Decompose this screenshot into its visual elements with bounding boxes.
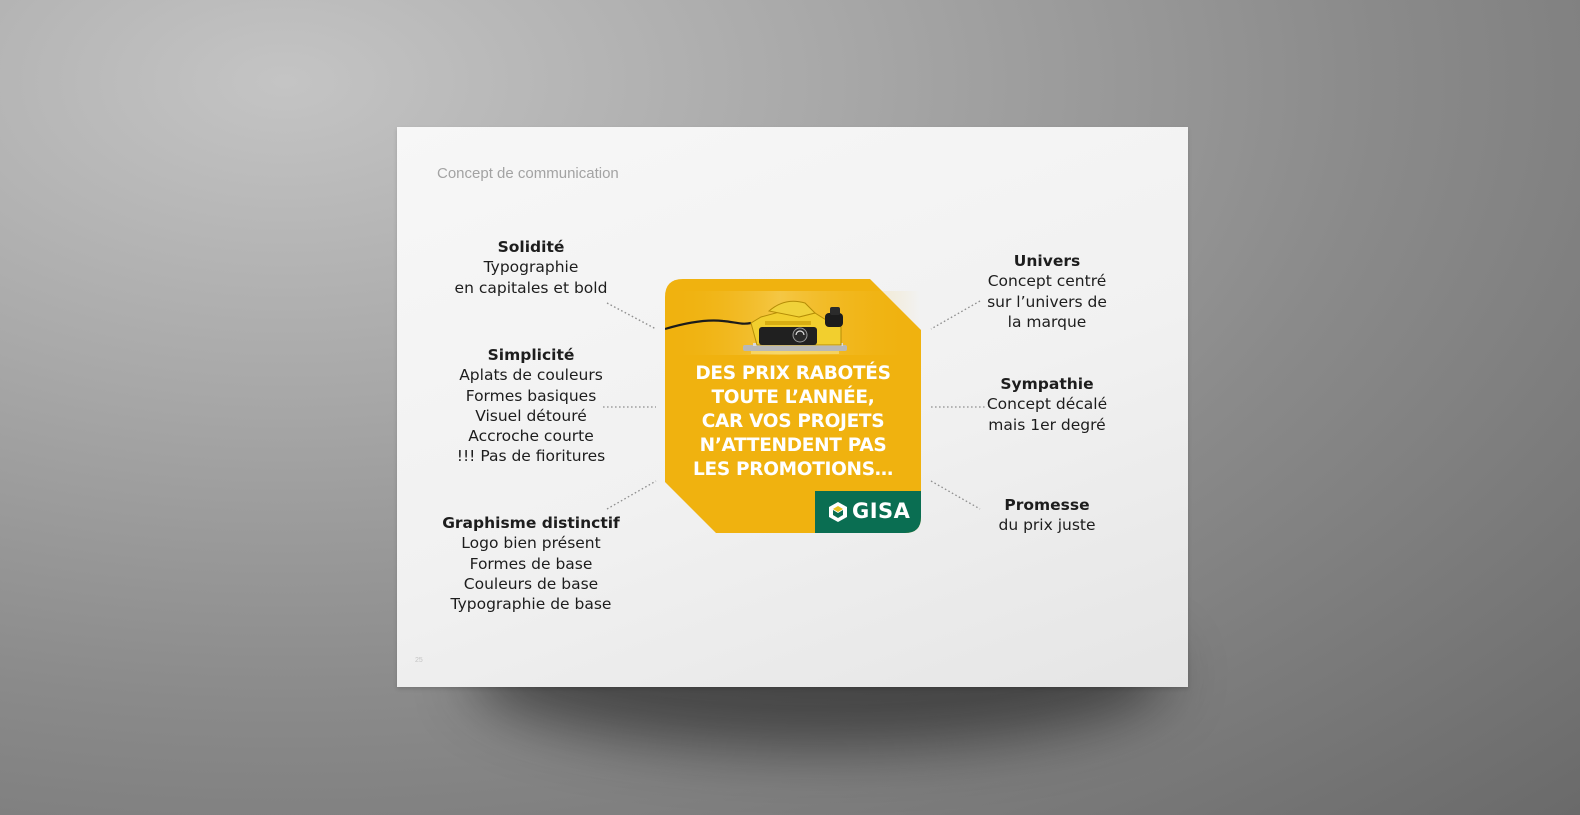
ad-headline-line: N’ATTENDENT PAS	[699, 435, 887, 456]
concept-solidite	[431, 237, 631, 298]
concept-line: Aplats de couleurs	[459, 366, 603, 385]
ad-headline-line: DES PRIX RABOTÉS	[695, 363, 891, 384]
concept-line: mais 1er degré	[988, 415, 1106, 434]
concept-line: la marque	[1007, 312, 1087, 331]
concept-sympathie	[967, 374, 1127, 435]
planer-icon	[665, 283, 921, 365]
gisa-logo-icon	[827, 501, 849, 523]
concept-simplicite	[431, 345, 631, 467]
concept-line: Typographie de base	[450, 595, 612, 614]
concept-title: Graphisme distinctif	[442, 514, 620, 532]
ad-headline	[665, 362, 921, 482]
connector-solidite	[607, 303, 656, 329]
concept-line: Formes basiques	[465, 386, 597, 405]
concept-title: Promesse	[1004, 496, 1090, 514]
slide-page	[397, 127, 1188, 687]
ad-headline-line: CAR VOS PROJETS	[701, 411, 885, 432]
gisa-logo-text: GISA	[852, 499, 911, 523]
ad-headline-line: TOUTE L’ANNÉE,	[711, 387, 875, 408]
concept-promesse	[967, 495, 1127, 536]
ad-visual	[665, 279, 921, 533]
concept-line: Visuel détouré	[475, 406, 587, 425]
concept-title: Univers	[1013, 252, 1081, 270]
ad-headline-line: LES PROMOTIONS…	[693, 459, 893, 480]
concept-line: Concept centré	[987, 272, 1107, 291]
concept-univers	[967, 251, 1127, 332]
concept-line: en capitales et bold	[454, 278, 608, 297]
concept-graphisme	[431, 513, 631, 614]
page-title: Concept de communication	[437, 165, 619, 182]
gisa-logo	[815, 491, 921, 533]
concept-line: Formes de base	[469, 554, 593, 573]
concept-line: Concept décalé	[986, 395, 1108, 414]
concept-title: Sympathie	[1000, 375, 1094, 393]
concept-line: Accroche courte	[468, 427, 594, 446]
connector-graphisme	[607, 481, 656, 509]
concept-line: Couleurs de base	[463, 574, 599, 593]
page-number: 25	[415, 657, 423, 664]
concept-line: Logo bien présent	[461, 534, 601, 553]
concept-title: Simplicité	[487, 346, 575, 364]
concept-line: !!! Pas de fioritures	[456, 447, 606, 466]
concept-line: du prix juste	[998, 516, 1096, 535]
concept-line: sur l’univers de	[987, 292, 1107, 311]
concept-line: Typographie	[483, 258, 579, 277]
concept-title: Solidité	[497, 238, 565, 256]
